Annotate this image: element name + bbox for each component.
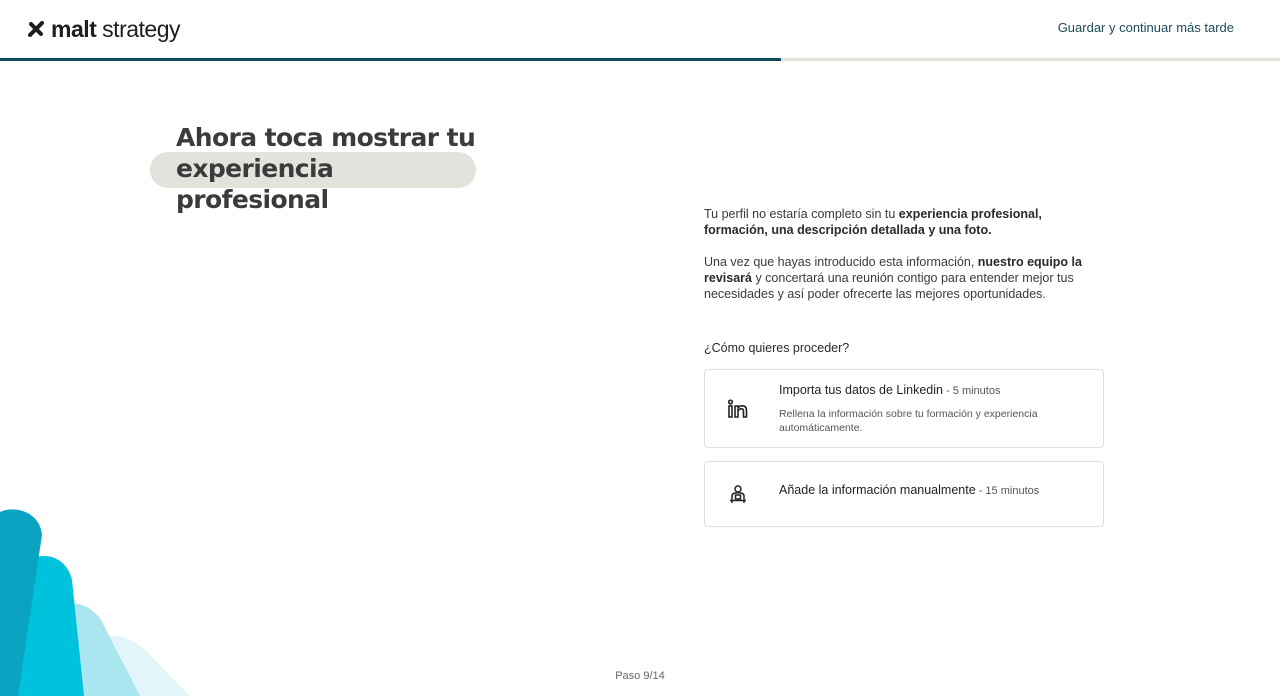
decorative-shapes — [0, 500, 190, 696]
import-linkedin-option[interactable] — [704, 369, 1104, 448]
intro-paragraph-1 — [704, 206, 1104, 238]
progress-bar-fill — [0, 58, 781, 61]
save-and-continue-later-link[interactable]: Guardar y continuar más tarde — [1057, 20, 1234, 35]
intro-text — [704, 206, 1104, 318]
step-indicator: Paso 9/14 — [615, 670, 665, 682]
logo-rest: strategy — [96, 15, 181, 42]
import-linkedin-label: Importa tus datos de Linkedin — [779, 383, 943, 397]
logo[interactable] — [26, 14, 180, 44]
import-linkedin-duration: - 5 minutos — [943, 385, 1001, 397]
malt-logo-icon — [26, 19, 46, 39]
progress-bar — [0, 58, 1280, 61]
intro-p2-bold: nuestro equipo la revisará — [704, 255, 1082, 285]
proceed-question: ¿Cómo quieres proceder? — [704, 341, 850, 355]
manual-entry-title — [779, 483, 1039, 497]
header — [0, 0, 1280, 58]
intro-paragraph-2 — [704, 254, 1104, 302]
title-line-2: experiencia profesional — [176, 154, 334, 214]
intro-p1-bold: experiencia profesional, formación, una descripción detallada y una foto. — [704, 207, 1042, 237]
page-title-text — [150, 122, 490, 215]
linkedin-icon — [727, 398, 749, 420]
page-title — [150, 122, 490, 215]
manual-entry-label: Añade la información manualmente — [779, 483, 976, 497]
manual-entry-option[interactable] — [704, 461, 1104, 527]
intro-p1-text: Tu perfil no estaría completo sin tu — [704, 207, 899, 221]
person-at-desk-icon — [727, 483, 749, 505]
manual-entry-duration: - 15 minutos — [975, 485, 1040, 497]
intro-p2-text-end: y concertará una reunión contigo para entender mejor tus necesidades y así poder ofrecerte las mejores oportunidades. — [704, 271, 1074, 301]
import-linkedin-description: Rellena la información sobre tu formación y experiencia automáticamente. — [779, 408, 1038, 434]
logo-bold: malt — [51, 15, 97, 42]
title-line-1: Ahora toca mostrar tu — [176, 123, 476, 152]
logo-text — [51, 16, 180, 43]
import-linkedin-title — [779, 383, 1000, 397]
intro-p2-text: Una vez que hayas introducido esta información, — [704, 255, 978, 269]
